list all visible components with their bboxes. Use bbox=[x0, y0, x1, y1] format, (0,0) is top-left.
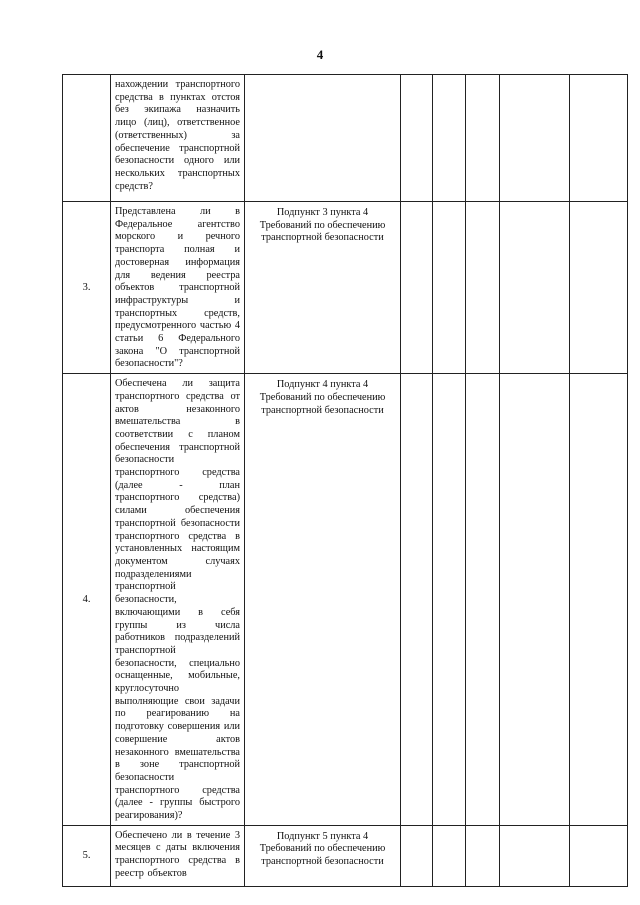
table-row bbox=[63, 825, 628, 886]
answer-cell bbox=[570, 374, 628, 826]
question-text: Обеспечена ли защита транспортного средства от актов незаконного вмешательства в соответствии с планом обеспечения транспортной безопасности транспортного средства (далее - план транспортного средства) силами обеспечения транспортной безопасности транспортного средства в установленных настоящим документом случаях подразделениями транспортной безопасности, включающими в себя группы из числа работников подразделений транспортной безопасности, специально оснащенные, мобильные, круглосуточно выполняющие свои задачи по реагированию на подготовку совершения или совершение актов незаконного вмешательства в зоне транспортной безопасности транспортного средства (далее - группы быстрого реагирования)? bbox=[115, 378, 240, 822]
answer-cell bbox=[500, 202, 570, 374]
table-row bbox=[63, 374, 628, 826]
answer-cell bbox=[433, 374, 466, 826]
answer-cell bbox=[466, 374, 500, 826]
answer-cell bbox=[570, 202, 628, 374]
answer-cell bbox=[500, 825, 570, 886]
answer-cell bbox=[570, 825, 628, 886]
answer-cell bbox=[500, 374, 570, 826]
row-number bbox=[63, 75, 111, 202]
question-text: Обеспечено ли в течение 3 месяцев с даты включения транспортного средства в реестр объектов bbox=[115, 829, 240, 879]
answer-cell bbox=[401, 75, 433, 202]
answer-cell bbox=[401, 374, 433, 826]
question-text: Представлена ли в Федеральное агентство морского и речного транспорта полная и достоверная информация для ведения реестра объектов транспортной инфраструктуры и транспортных средств, предусмотренного частью 4 статьи 6 Федерального закона "О транспортной безопасности"? bbox=[115, 206, 240, 370]
answer-cell bbox=[401, 825, 433, 886]
answer-cell bbox=[500, 75, 570, 202]
row-number: 5. bbox=[63, 825, 111, 886]
row-number: 3. bbox=[63, 202, 111, 374]
answer-cell bbox=[433, 202, 466, 374]
reference-text: Подпункт 5 пункта 4 Требований по обеспечению транспортной безопасности bbox=[259, 830, 386, 868]
row-number: 4. bbox=[63, 374, 111, 826]
answer-cell bbox=[401, 202, 433, 374]
page-number: 4 bbox=[316, 47, 324, 62]
answer-cell bbox=[466, 202, 500, 374]
answer-cell bbox=[466, 75, 500, 202]
reference-text: Подпункт 3 пункта 4 Требований по обеспечению транспортной безопасности bbox=[259, 207, 386, 244]
checklist-table bbox=[62, 74, 628, 887]
table-row bbox=[63, 75, 628, 202]
answer-cell bbox=[433, 825, 466, 886]
question-text: нахождении транспортного средства в пунктах отстоя без экипажа назначить лицо (лиц), ответственное (ответственных) за обеспечение транспортной безопасности одного или нескольких транспортных средств? bbox=[115, 79, 240, 192]
table-row bbox=[63, 202, 628, 374]
answer-cell bbox=[466, 825, 500, 886]
answer-cell bbox=[433, 75, 466, 202]
reference-text: Подпункт 4 пункта 4 Требований по обеспечению транспортной безопасности bbox=[259, 379, 386, 416]
answer-cell bbox=[570, 75, 628, 202]
